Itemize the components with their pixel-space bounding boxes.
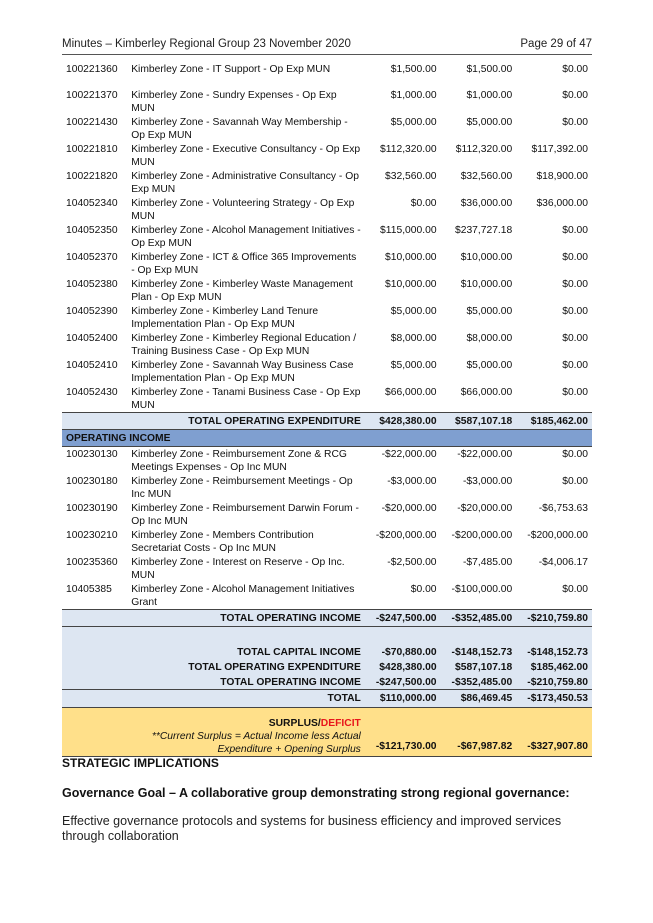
total-row [62, 413, 592, 430]
total-label: TOTAL OPERATING EXPENDITURE [62, 413, 365, 430]
account-description: Kimberley Zone - IT Support - Op Exp MUN [131, 64, 331, 75]
table-row [62, 88, 592, 115]
account-code: 100235360 [66, 557, 118, 568]
surplus-title [66, 717, 361, 730]
account-code: 100221820 [66, 171, 118, 182]
revised-amount: $1,500.00 [466, 64, 513, 75]
account-description: Kimberley Zone - Tanami Business Case - Op Exp MUN [131, 387, 361, 411]
account-code: 104052410 [66, 360, 118, 371]
table-row [62, 331, 592, 358]
table-row [62, 501, 592, 528]
budget-amount: $5,000.00 [390, 306, 437, 317]
goal-text: Effective governance protocols and systems for business efficiency and improved services through collaboration [62, 814, 562, 843]
account-code: 100221360 [66, 64, 118, 75]
table-row [62, 555, 592, 582]
expenditure-rows [62, 62, 592, 413]
income-rows [62, 447, 592, 610]
summary-total-row [62, 690, 592, 708]
revised-amount: $5,000.00 [466, 306, 513, 317]
section-header [62, 430, 592, 447]
revised-amount: -$200,000.00 [451, 530, 513, 541]
actual-amount: $0.00 [562, 476, 588, 487]
budget-table [62, 62, 592, 757]
account-code: 100230190 [66, 503, 118, 514]
revised-amount: -$22,000.00 [457, 449, 513, 460]
budget-amount: $10,000.00 [385, 252, 437, 263]
summary-actual: $185,462.00 [516, 659, 592, 674]
budget-amount: -$3,000.00 [387, 476, 437, 487]
actual-amount: $0.00 [562, 279, 588, 290]
account-code: 104052380 [66, 279, 118, 290]
summary-actual: -$210,759.80 [516, 674, 592, 690]
total-budget: $428,380.00 [365, 413, 441, 430]
revised-amount: $5,000.00 [466, 360, 513, 371]
budget-amount: -$22,000.00 [381, 449, 437, 460]
revised-amount: -$20,000.00 [457, 503, 513, 514]
total-revised: -$352,485.00 [441, 610, 517, 627]
account-code: 104052340 [66, 198, 118, 209]
document-title: Minutes – Kimberley Regional Group 23 November 2020 [62, 38, 351, 50]
actual-amount: $0.00 [562, 90, 588, 101]
account-description: Kimberley Zone - Volunteering Strategy - Op Exp MUN [131, 198, 355, 222]
revised-amount: -$100,000.00 [451, 584, 513, 595]
budget-amount: $0.00 [410, 198, 437, 209]
expenditure-total [62, 413, 592, 447]
budget-amount: -$20,000.00 [381, 503, 437, 514]
revised-amount: $36,000.00 [460, 198, 513, 209]
actual-amount: $0.00 [562, 333, 588, 344]
table-row [62, 196, 592, 223]
account-code: 104052370 [66, 252, 118, 263]
budget-amount: $5,000.00 [390, 360, 437, 371]
budget-amount: -$2,500.00 [387, 557, 437, 568]
page-number: Page 29 of 47 [520, 38, 592, 50]
account-description: Kimberley Zone - Alcohol Management Initiatives Grant [131, 584, 355, 608]
actual-amount: $18,900.00 [536, 171, 588, 182]
account-description: Kimberley Zone - ICT & Office 365 Improvements - Op Exp MUN [131, 252, 357, 276]
account-description: Kimberley Zone - Kimberley Waste Management Plan - Op Exp MUN [131, 279, 353, 303]
revised-amount: $8,000.00 [466, 333, 513, 344]
account-description: Kimberley Zone - Members Contribution Secretariat Costs - Op Inc MUN [131, 530, 314, 554]
total-label: TOTAL OPERATING INCOME [62, 610, 365, 627]
goal-heading: Governance Goal – A collaborative group demonstrating strong regional governance: [62, 786, 570, 800]
actual-amount: $36,000.00 [536, 198, 588, 209]
account-code: 104052430 [66, 387, 118, 398]
actual-amount: $0.00 [562, 64, 588, 75]
revised-amount: -$3,000.00 [463, 476, 513, 487]
budget-amount: $10,000.00 [385, 279, 437, 290]
summary-actual: -$173,450.53 [516, 690, 592, 708]
revised-amount: $112,320.00 [455, 144, 513, 155]
surplus-note: **Current Surplus = Actual Income less Actual [151, 731, 361, 742]
table-row [62, 385, 592, 413]
budget-amount: $1,500.00 [390, 64, 437, 75]
actual-amount: $117,392.00 [531, 144, 588, 155]
account-description: Kimberley Zone - Savannah Way Membership - Op Exp MUN [131, 117, 348, 141]
summary-label: TOTAL OPERATING INCOME [62, 674, 365, 690]
total-row [62, 610, 592, 627]
table-row [62, 447, 592, 475]
budget-amount: $5,000.00 [390, 117, 437, 128]
account-description: Kimberley Zone - Executive Consultancy - Op Exp MUN [131, 144, 361, 168]
actual-amount: $0.00 [562, 584, 588, 595]
budget-amount: $0.00 [410, 584, 437, 595]
total-budget: -$247,500.00 [365, 610, 441, 627]
table-row [62, 115, 592, 142]
surplus-budget: -$121,730.00 [365, 708, 441, 757]
surplus-row [62, 708, 592, 757]
surplus-note: Expenditure + Opening Surplus [217, 744, 361, 755]
actual-amount: $0.00 [562, 117, 588, 128]
summary-block [62, 639, 592, 757]
actual-amount: $0.00 [562, 360, 588, 371]
account-description: Kimberley Zone - Interest on Reserve - Op Inc. MUN [131, 557, 345, 581]
budget-amount: $8,000.00 [390, 333, 437, 344]
actual-amount: $0.00 [562, 449, 588, 460]
account-code: 104052400 [66, 333, 118, 344]
summary-revised: -$148,152.73 [441, 639, 517, 659]
surplus-label-cell [62, 708, 365, 757]
account-code: 100230130 [66, 449, 118, 460]
table-row [62, 528, 592, 555]
account-description: Kimberley Zone - Kimberley Land Tenure Implementation Plan - Op Exp MUN [131, 306, 319, 330]
account-description: Kimberley Zone - Reimbursement Meetings - Op Inc MUN [131, 476, 353, 500]
actual-amount: -$200,000.00 [527, 530, 588, 541]
summary-budget: $110,000.00 [365, 690, 441, 708]
table-row [62, 223, 592, 250]
account-code: 100221810 [66, 144, 118, 155]
summary-budget: -$70,880.00 [365, 639, 441, 659]
table-row [62, 277, 592, 304]
account-description: Kimberley Zone - Alcohol Management Initiatives - Op Exp MUN [131, 225, 361, 249]
actual-amount: $0.00 [562, 252, 588, 263]
revised-amount: $10,000.00 [460, 252, 513, 263]
table-row [62, 358, 592, 385]
strategic-heading: STRATEGIC IMPLICATIONS [62, 756, 219, 770]
actual-amount: $0.00 [562, 225, 588, 236]
summary-revised: $86,469.45 [441, 690, 517, 708]
account-code: 104052350 [66, 225, 118, 236]
table-row [62, 62, 592, 88]
summary-label: TOTAL CAPITAL INCOME [62, 639, 365, 659]
account-description: Kimberley Zone - Administrative Consultancy - Op Exp MUN [131, 171, 359, 195]
table-row [62, 304, 592, 331]
summary-budget: $428,380.00 [365, 659, 441, 674]
account-code: 100221370 [66, 90, 118, 101]
surplus-revised: -$67,987.82 [441, 708, 517, 757]
account-description: Kimberley Zone - Reimbursement Zone & RCG Meetings Expenses - Op Inc MUN [131, 449, 347, 473]
summary-budget: -$247,500.00 [365, 674, 441, 690]
account-description: Kimberley Zone - Sundry Expenses - Op Exp MUN [131, 90, 337, 114]
spacer-row [62, 627, 592, 640]
summary-row [62, 639, 592, 659]
revised-amount: $5,000.00 [466, 117, 513, 128]
summary-actual: -$148,152.73 [516, 639, 592, 659]
budget-amount: $32,560.00 [385, 171, 437, 182]
summary-row [62, 674, 592, 690]
surplus-actual: -$327,907.80 [516, 708, 592, 757]
budget-amount: $112,320.00 [380, 144, 437, 155]
summary-row [62, 659, 592, 674]
summary-revised: $587,107.18 [441, 659, 517, 674]
summary-label: TOTAL [62, 690, 365, 708]
account-description: Kimberley Zone - Kimberley Regional Education / Training Business Case - Op Exp MUN [131, 333, 357, 357]
account-description: Kimberley Zone - Reimbursement Darwin Forum - Op Inc MUN [131, 503, 359, 527]
revised-amount: $10,000.00 [460, 279, 513, 290]
total-actual: $185,462.00 [516, 413, 592, 430]
account-code: 100230210 [66, 530, 118, 541]
account-description: Kimberley Zone - Savannah Way Business Case Implementation Plan - Op Exp MUN [131, 360, 354, 384]
total-actual: -$210,759.80 [516, 610, 592, 627]
revised-amount: -$7,485.00 [463, 557, 513, 568]
budget-amount: $115,000.00 [380, 225, 437, 236]
account-code: 100230180 [66, 476, 118, 487]
table-row [62, 250, 592, 277]
revised-amount: $32,560.00 [460, 171, 513, 182]
budget-amount: $1,000.00 [390, 90, 437, 101]
summary-revised: -$352,485.00 [441, 674, 517, 690]
budget-amount: -$200,000.00 [375, 530, 437, 541]
account-code: 100221430 [66, 117, 118, 128]
revised-amount: $66,000.00 [460, 387, 513, 398]
table-row [62, 582, 592, 610]
table-row [62, 142, 592, 169]
income-total [62, 610, 592, 640]
actual-amount: -$6,753.63 [538, 503, 588, 514]
section-label: OPERATING INCOME [62, 430, 592, 447]
actual-amount: -$4,006.17 [538, 557, 588, 568]
revised-amount: $237,727.18 [454, 225, 513, 236]
revised-amount: $1,000.00 [466, 90, 513, 101]
deficit-label: DEFICIT [320, 718, 361, 729]
actual-amount: $0.00 [562, 306, 588, 317]
page-header [62, 38, 592, 55]
account-code: 10405385 [66, 584, 112, 595]
account-code: 104052390 [66, 306, 118, 317]
surplus-label: SURPLUS/ [268, 718, 321, 729]
table-row [62, 474, 592, 501]
summary-label: TOTAL OPERATING EXPENDITURE [62, 659, 365, 674]
total-revised: $587,107.18 [441, 413, 517, 430]
actual-amount: $0.00 [562, 387, 588, 398]
budget-amount: $66,000.00 [385, 387, 437, 398]
table-row [62, 169, 592, 196]
